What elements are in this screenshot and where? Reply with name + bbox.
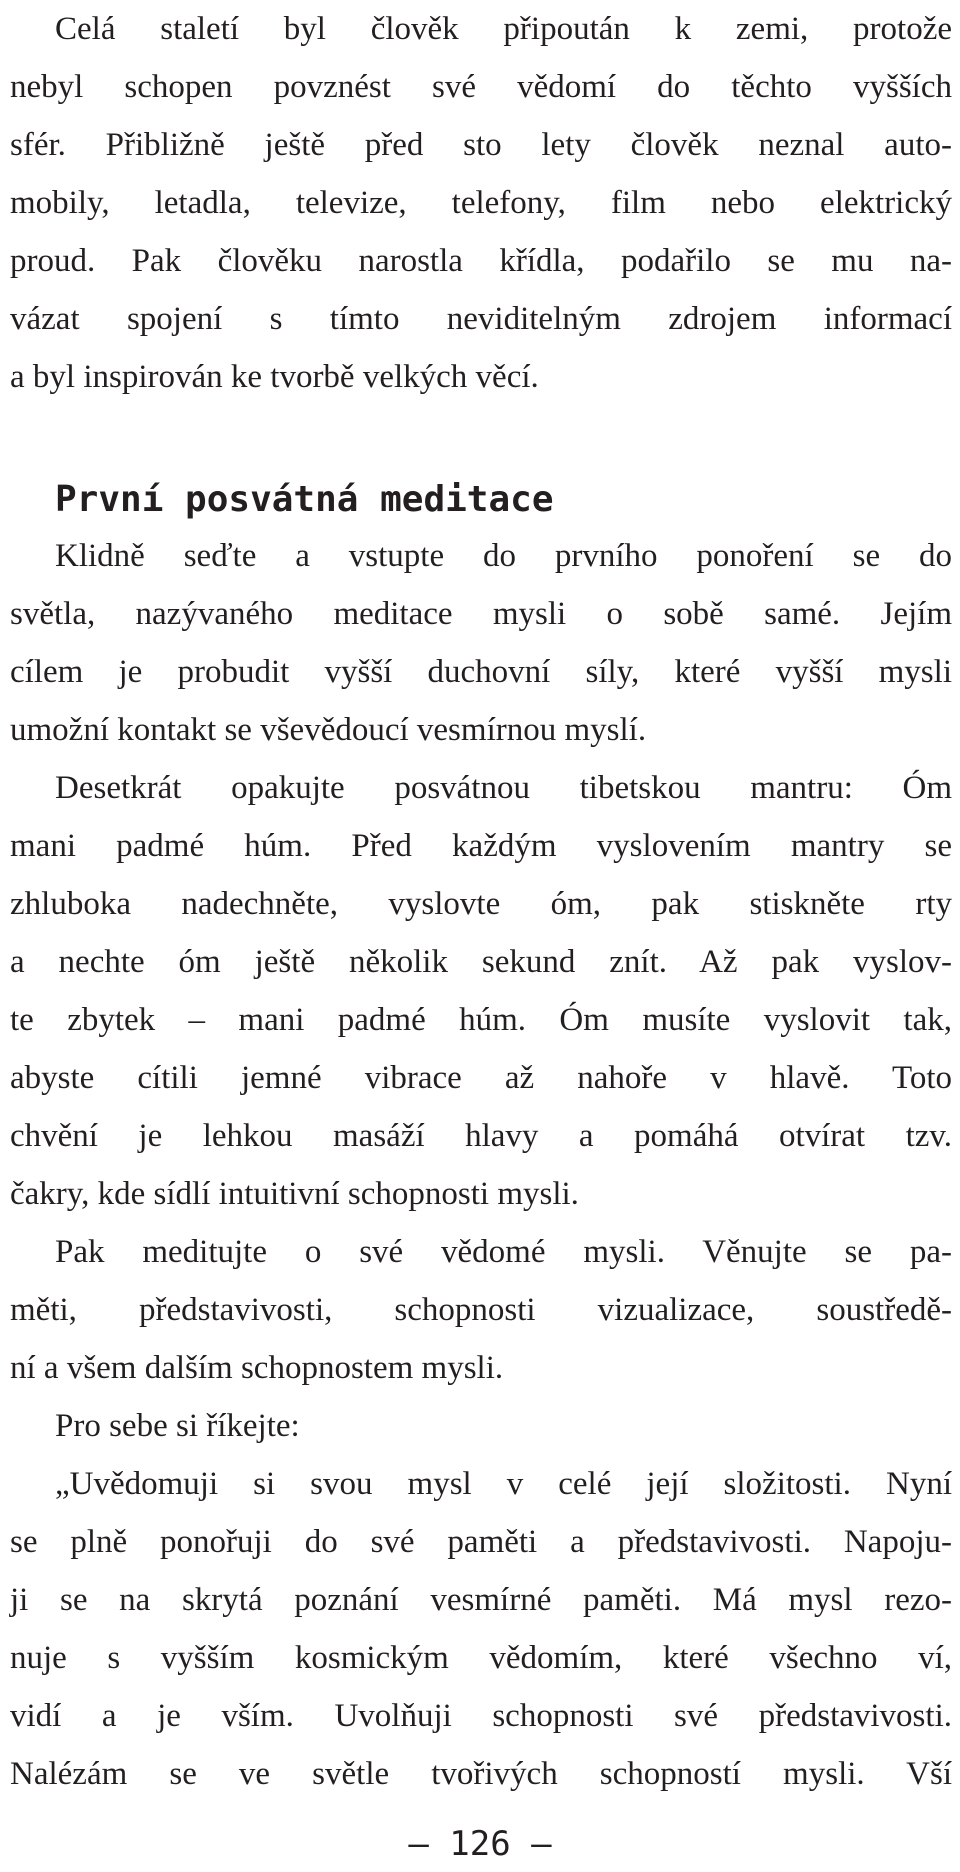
text-line: a nechte óm ještě několik sekund znít. Až pak vyslov-: [10, 944, 952, 980]
text-line: zhluboka nadechněte, vyslovte óm, pak stiskněte rty: [10, 886, 952, 922]
text-line: se plně ponořuji do své paměti a představivosti. Napoju-: [10, 1524, 952, 1560]
text-line: měti, představivosti, schopnosti vizualizace, soustředě-: [10, 1292, 952, 1328]
intro-paragraph: [10, 0, 952, 406]
text-line: Klidně seďte a vstupte do prvního ponoření se do: [55, 538, 952, 574]
text-line: sfér. Přibližně ještě před sto lety člověk neznal auto-: [10, 127, 952, 163]
text-line: Celá staletí byl člověk připoután k zemi, protože: [55, 11, 952, 47]
text-line: Pro sebe si říkejte:: [55, 1408, 300, 1444]
text-line: nuje s vyšším kosmickým vědomím, které všechno ví,: [10, 1640, 952, 1676]
text-line: nebyl schopen povznést své vědomí do těchto vyšších: [10, 69, 952, 105]
text-line: proud. Pak člověku narostla křídla, podařilo se mu na-: [10, 243, 952, 279]
body-paragraphs: [10, 527, 952, 1803]
page-number: – 126 –: [408, 1824, 552, 1864]
text-line: Desetkrát opakujte posvátnou tibetskou mantru: Óm: [55, 770, 952, 806]
text-line: mobily, letadla, televize, telefony, film nebo elektrický: [10, 185, 952, 221]
text-line: mani padmé húm. Před každým vyslovením mantry se: [10, 828, 952, 864]
text-line: cílem je probudit vyšší duchovní síly, které vyšší mysli: [10, 654, 952, 690]
text-line: Pak meditujte o své vědomé mysli. Věnujte se pa-: [55, 1234, 952, 1270]
text-line: chvění je lehkou masáží hlavy a pomáhá otvírat tzv.: [10, 1118, 952, 1154]
text-line: ní a všem dalším schopnostem mysli.: [10, 1350, 504, 1386]
text-line: Nalézám se ve světle tvořivých schopností mysli. Vší: [10, 1756, 952, 1792]
text-line: světla, nazývaného meditace mysli o sobě samé. Jejím: [10, 596, 952, 632]
text-line: „Uvědomuji si svou mysl v celé její složitosti. Nyní: [55, 1466, 952, 1502]
text-line: te zbytek – mani padmé húm. Óm musíte vyslovit tak,: [10, 1002, 952, 1038]
text-line: ji se na skrytá poznání vesmírné paměti. Má mysl rezo-: [10, 1582, 952, 1618]
text-line: vázat spojení s tímto neviditelným zdrojem informací: [10, 301, 952, 337]
text-line: vidí a je vším. Uvolňuji schopnosti své představivosti.: [10, 1698, 952, 1734]
text-line: abyste cítili jemné vibrace až nahoře v hlavě. Toto: [10, 1060, 952, 1096]
text-line: čakry, kde sídlí intuitivní schopnosti mysli.: [10, 1176, 579, 1212]
section-title: První posvátná meditace: [55, 479, 554, 520]
text-line: a byl inspirován ke tvorbě velkých věcí.: [10, 359, 539, 395]
text-line: umožní kontakt se vševědoucí vesmírnou myslí.: [10, 712, 647, 748]
